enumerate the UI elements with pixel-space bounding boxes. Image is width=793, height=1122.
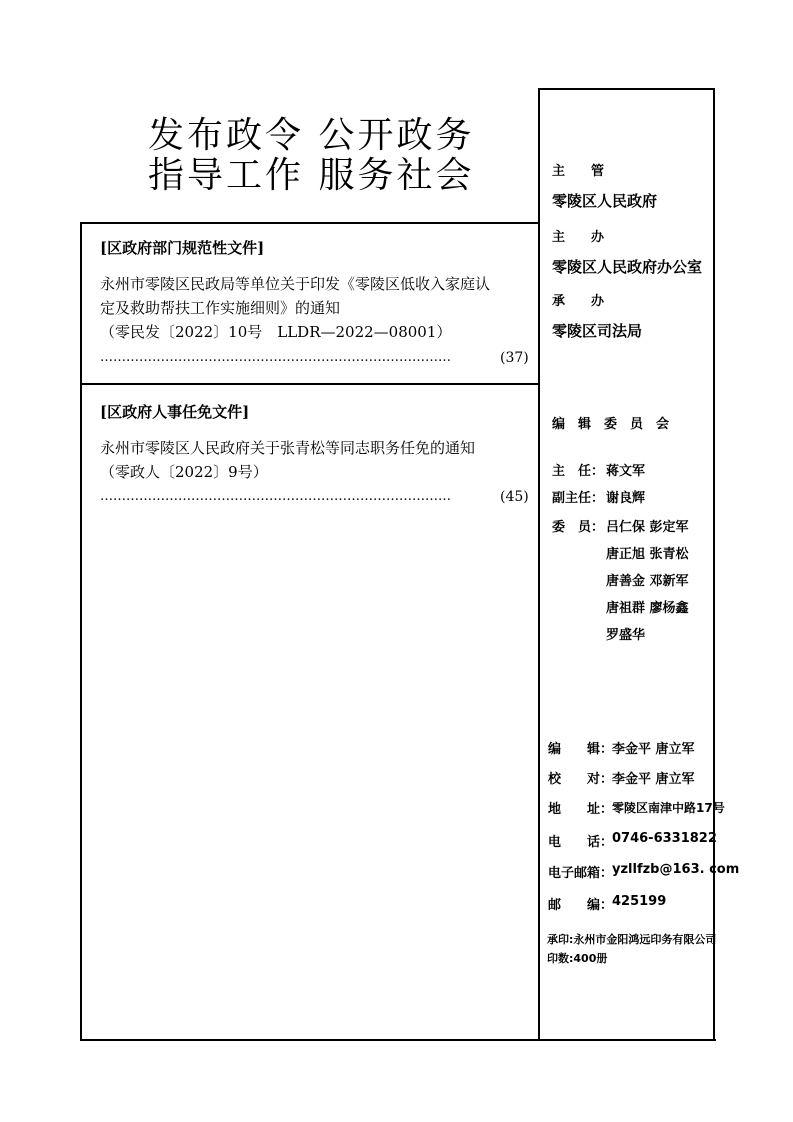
motto-line-2: 指导工作 服务社会 <box>148 155 475 196</box>
sidebar-top-border <box>538 88 715 90</box>
member-names: 唐善金 邓新军 <box>606 574 689 589</box>
deputy-value: 谢良辉 <box>606 491 646 506</box>
editor-label: 编 辑： <box>548 742 614 757</box>
toc-section-divider <box>80 383 540 385</box>
toc-section-heading: [区政府人事任免文件] <box>100 403 250 421</box>
member-names: 唐正旭 张青松 <box>606 547 689 562</box>
member-names: 唐祖群 廖杨鑫 <box>606 601 689 616</box>
director-label: 主 任： <box>552 464 605 479</box>
members-label: 委 员： <box>552 520 605 535</box>
proofread-value: 李金平 唐立军 <box>612 772 695 787</box>
toc-leader-dots: ……………………………………………………………………… <box>100 350 451 365</box>
deputy-label: 副主任： <box>552 491 605 506</box>
undertaker-label: 承 办 <box>552 294 605 309</box>
toc-leader-dots: ……………………………………………………………………… <box>100 489 451 504</box>
organizer-label: 主 办 <box>552 230 605 245</box>
member-names: 吕仁保 彭定军 <box>606 520 689 535</box>
director-value: 蒋文军 <box>606 464 646 479</box>
address-label: 地 址： <box>548 802 614 817</box>
printer-info: 承印:永州市金阳鸿远印务有限公司 <box>547 933 717 946</box>
editor-value: 李金平 唐立军 <box>612 742 695 757</box>
toc-page-number: (37) <box>500 350 529 366</box>
address-value: 零陵区南津中路17号 <box>612 801 725 815</box>
toc-entry-doc-number: （零民发〔2022〕10号 LLDR—2022—08001） <box>100 323 452 341</box>
sponsor-label: 主 管 <box>552 164 605 179</box>
organizer-value: 零陵区人民政府办公室 <box>552 258 703 276</box>
committee-title: 编 辑 委 员 会 <box>552 417 670 432</box>
toc-entry-title-line[interactable]: 永州市零陵区人民政府关于张青松等同志职务任免的通知 <box>100 439 476 457</box>
toc-page-number: (45) <box>500 489 529 505</box>
phone-value: 0746-6331822 <box>612 831 717 846</box>
motto-line-1: 发布政令 公开政务 <box>148 115 475 156</box>
sponsor-value: 零陵区人民政府 <box>552 192 658 210</box>
toc-entry-title-line[interactable]: 定及救助帮扶工作实施细则》的通知 <box>100 299 341 317</box>
toc-entry-title-line[interactable]: 永州市零陵区民政局等单位关于印发《零陵区低收入家庭认 <box>100 275 491 293</box>
email-label: 电子邮箱： <box>548 866 614 881</box>
frame-left-border <box>80 222 82 1041</box>
frame-bottom-border <box>80 1039 716 1041</box>
sidebar-left-border <box>538 88 540 1041</box>
postcode-value: 425199 <box>612 894 667 909</box>
proofread-label: 校 对： <box>548 772 614 787</box>
email-value: yzllfzb@163. com <box>612 862 740 877</box>
toc-entry-doc-number: （零政人〔2022〕9号） <box>100 463 268 481</box>
member-names: 罗盛华 <box>606 628 646 643</box>
phone-label: 电 话： <box>548 835 614 850</box>
print-copies: 印数:400册 <box>547 952 608 965</box>
postcode-label: 邮 编： <box>548 898 614 913</box>
sidebar-right-border <box>713 88 715 1041</box>
undertaker-value: 零陵区司法局 <box>552 322 643 340</box>
toc-section-heading: [区政府部门规范性文件] <box>100 239 265 257</box>
toc-top-border <box>80 222 540 224</box>
